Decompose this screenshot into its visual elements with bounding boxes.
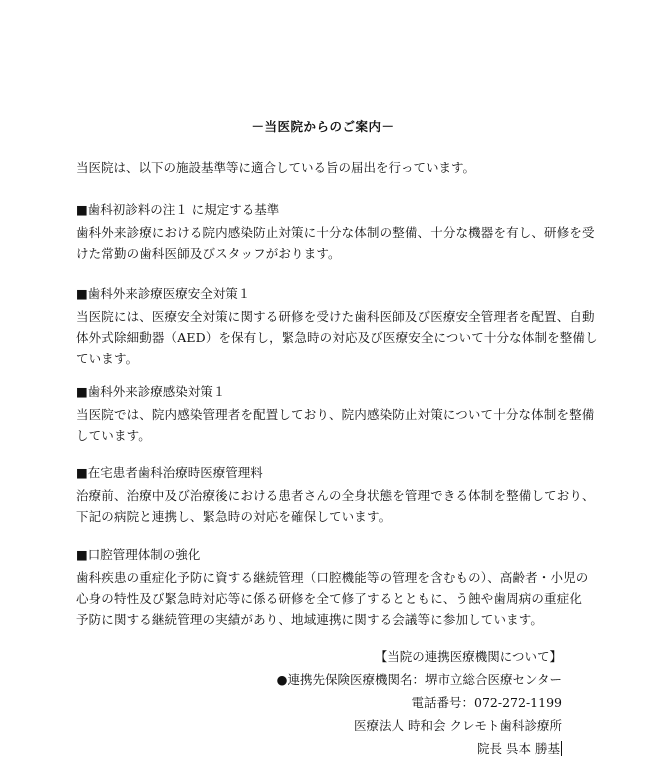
clinic-name: 医療法人 時和会 クレモト歯科診療所 (354, 718, 562, 733)
director-line (142, 737, 562, 760)
section-body (76, 485, 595, 527)
section-body (76, 404, 595, 446)
document-title: －当医院からのご案内－ (251, 119, 395, 134)
text-cursor (561, 741, 562, 756)
section-heading: ■在宅患者歯科治療時医療管理料 (76, 465, 263, 480)
section-heading: ■歯科外来診療感染対策１ (76, 384, 226, 399)
document-page (76, 0, 598, 772)
section-body (76, 306, 598, 369)
section-line: 歯科外来診療における院内感染防止対策に十分な体制の整備、十分な機器を有し、研修を受 (76, 225, 595, 240)
section-oral-management (76, 544, 589, 630)
section-heading: ■歯科初診料の注１ に規定する基準 (76, 202, 280, 217)
section-line: 当医院では、院内感染管理者を配置しており、院内感染防止対策について十分な体制を整備 (76, 407, 595, 422)
section-body (76, 222, 595, 264)
section-line: ています。 (76, 351, 139, 366)
section-line: けた常勤の歯科医師及びスタッフがおります。 (76, 246, 341, 261)
section-initial-visit (76, 199, 595, 264)
collab-hospital-name: ●連携先保険医療機関名：堺市立総合医療センター (276, 672, 562, 687)
section-line: 歯科疾患の重症化予防に資する継続管理（口腔機能等の管理を含むもの）、高齢者・小児の (76, 570, 589, 585)
director-name: 院長 呉本 勝基 (477, 741, 560, 756)
footer-block (142, 645, 562, 760)
section-line: 予防に関する継続管理の実績があり、地域連携に関する会議等に参加しています。 (76, 612, 544, 627)
section-line: しています。 (76, 428, 151, 443)
section-home-care (76, 462, 595, 527)
section-body (76, 567, 589, 630)
section-infection-control (76, 381, 595, 446)
section-line: 当医院には、医療安全対策に関する研修を受けた歯科医師及び医療安全管理者を配置、自動 (76, 309, 595, 324)
section-line: 心身の特性及び緊急時対応等に係る研修を全て修了するとともに、う蝕や歯周病の重症化 (76, 591, 583, 606)
section-medical-safety (76, 283, 598, 369)
collab-header: 【当院の連携医療機関について】 (374, 649, 562, 664)
section-heading: ■口腔管理体制の強化 (76, 547, 201, 562)
section-heading: ■歯科外来診療医療安全対策１ (76, 286, 251, 301)
section-line: 治療前、治療中及び治療後における患者さんの全身状態を管理できる体制を整備しており、 (76, 488, 595, 503)
section-line: 下記の病院と連携し、緊急時の対応を確保しています。 (76, 509, 392, 524)
collab-phone: 電話番号：072-272-1199 (411, 695, 562, 710)
section-line: 体外式除細動器（AED）を保有し，緊急時の対応及び医療安全について十分な体制を整備し (76, 330, 598, 345)
intro-text: 当医院は、以下の施設基準等に適合している旨の届出を行っています。 (76, 160, 476, 175)
